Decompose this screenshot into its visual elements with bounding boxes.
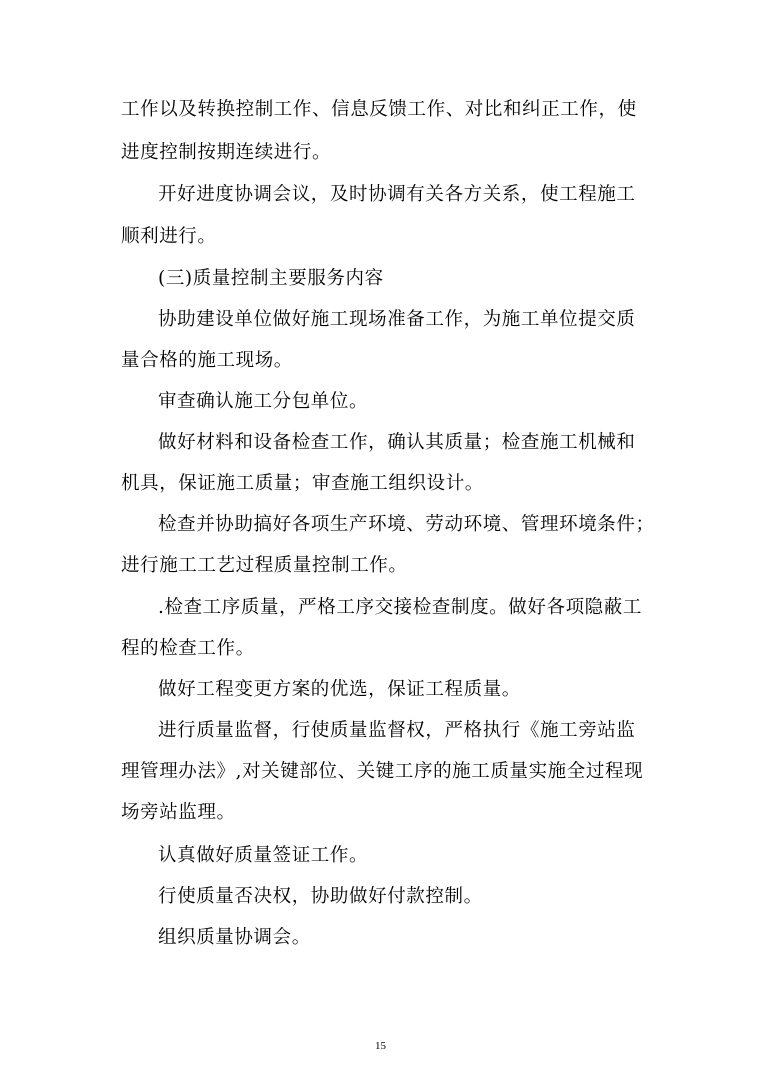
text-line: 进度控制按期连续进行。	[121, 142, 332, 163]
text-line: 量合格的施工现场。	[121, 350, 293, 371]
text-line: 审查确认施工分包单位。	[158, 391, 369, 412]
section-heading: (三)质量控制主要服务内容	[158, 268, 384, 289]
text-line: 检查并协助搞好各项生产环境、劳动环境、管理环境条件；	[158, 514, 655, 535]
text-line: 协助建设单位做好施工现场准备工作，为施工单位提交质	[158, 309, 636, 330]
text-line: 做好材料和设备检查工作，确认其质量；检查施工机械和	[158, 432, 636, 453]
text-line: 机具，保证施工质量；审查施工组织设计。	[121, 473, 484, 494]
text-line: 进行质量监督，行使质量监督权，严格执行《施工旁站监	[158, 720, 636, 741]
page-number: 15	[375, 1040, 386, 1052]
text-line: 认真做好质量签证工作。	[158, 845, 369, 866]
text-line: 程的检查工作。	[121, 638, 255, 659]
text-line: 顺利进行。	[121, 226, 217, 247]
text-line: 做好工程变更方案的优选，保证工程质量。	[158, 679, 521, 700]
text-line: 场旁站监理。	[121, 802, 236, 823]
text-line: 工作以及转换控制工作、信息反馈工作、对比和纠正工作，使	[121, 99, 637, 120]
text-line: 进行施工工艺过程质量控制工作。	[121, 555, 408, 576]
text-line: 行使质量否决权，协助做好付款控制。	[158, 886, 483, 907]
text-line: 理管理办法》,对关键部位、关键工序的施工质量实施全过程现	[121, 761, 644, 782]
text-line: 组织质量协调会。	[158, 927, 311, 948]
text-line: .检查工序质量，严格工序交接检查制度。做好各项隐蔽工	[158, 597, 642, 618]
text-line: 开好进度协调会议，及时协调有关各方关系，使工程施工	[158, 184, 636, 205]
